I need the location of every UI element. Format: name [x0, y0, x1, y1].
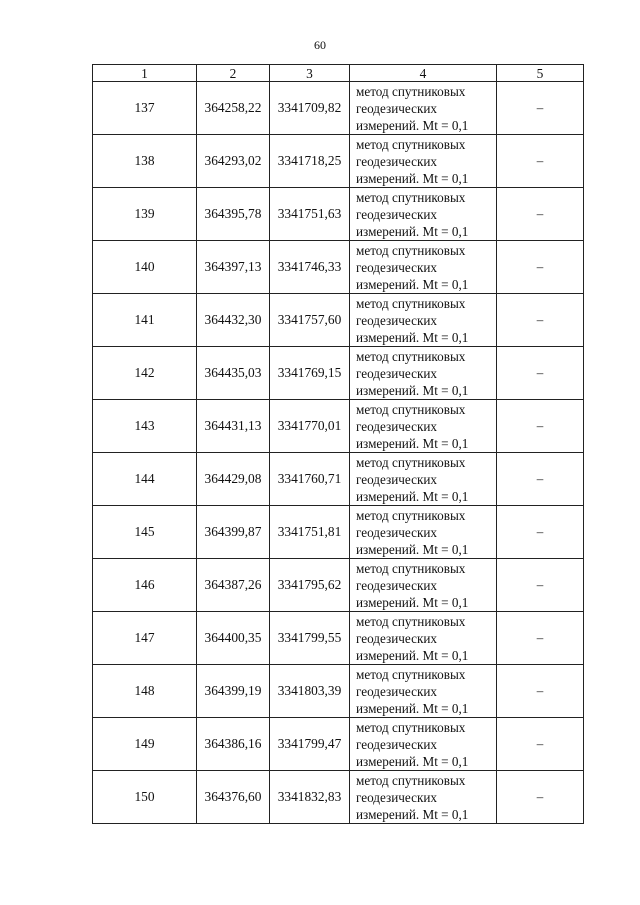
table-row	[93, 188, 584, 241]
method-line: метод спутниковых	[356, 348, 466, 364]
method-cell	[350, 665, 497, 718]
y-coordinate-cell: 3341832,83	[270, 771, 350, 824]
table-row	[93, 347, 584, 400]
note-cell: –	[497, 294, 584, 347]
table-row	[93, 665, 584, 718]
method-line: метод спутниковых	[356, 560, 466, 576]
method-line: метод спутниковых	[356, 242, 466, 258]
table-row	[93, 400, 584, 453]
method-line: метод спутниковых	[356, 295, 466, 311]
method-cell	[350, 347, 497, 400]
method-line: геодезических	[356, 312, 438, 328]
table-header-row	[93, 65, 584, 82]
note-cell: –	[497, 135, 584, 188]
note-cell: –	[497, 559, 584, 612]
y-coordinate-cell: 3341709,82	[270, 82, 350, 135]
x-coordinate-cell: 364293,02	[197, 135, 270, 188]
method-line: геодезических	[356, 206, 438, 222]
y-coordinate-cell: 3341803,39	[270, 665, 350, 718]
note-cell: –	[497, 718, 584, 771]
method-cell	[350, 559, 497, 612]
point-number-cell: 137	[93, 82, 197, 135]
method-line: измерений. Mt = 0,1	[356, 806, 469, 822]
method-line: геодезических	[356, 471, 438, 487]
method-cell	[350, 453, 497, 506]
coordinates-table	[92, 64, 584, 824]
note-cell: –	[497, 82, 584, 135]
method-cell	[350, 400, 497, 453]
method-line: геодезических	[356, 630, 438, 646]
method-line: геодезических	[356, 789, 438, 805]
method-line: измерений. Mt = 0,1	[356, 594, 469, 610]
method-cell	[350, 135, 497, 188]
method-line: метод спутниковых	[356, 719, 466, 735]
point-number-cell: 142	[93, 347, 197, 400]
point-number-cell: 149	[93, 718, 197, 771]
point-number-cell: 143	[93, 400, 197, 453]
table-row	[93, 718, 584, 771]
column-header-3: 3	[270, 65, 350, 82]
method-line: метод спутниковых	[356, 454, 466, 470]
table-row	[93, 559, 584, 612]
method-cell	[350, 82, 497, 135]
method-line: метод спутниковых	[356, 666, 466, 682]
column-header-5: 5	[497, 65, 584, 82]
method-line: геодезических	[356, 683, 438, 699]
method-line: измерений. Mt = 0,1	[356, 223, 469, 239]
point-number-cell: 144	[93, 453, 197, 506]
point-number-cell: 145	[93, 506, 197, 559]
method-line: измерений. Mt = 0,1	[356, 117, 469, 133]
table-body	[93, 82, 584, 824]
y-coordinate-cell: 3341769,15	[270, 347, 350, 400]
method-line: измерений. Mt = 0,1	[356, 170, 469, 186]
method-line: геодезических	[356, 365, 438, 381]
method-line: геодезических	[356, 524, 438, 540]
x-coordinate-cell: 364435,03	[197, 347, 270, 400]
y-coordinate-cell: 3341795,62	[270, 559, 350, 612]
method-line: геодезических	[356, 418, 438, 434]
table-row	[93, 771, 584, 824]
method-cell	[350, 188, 497, 241]
x-coordinate-cell: 364399,87	[197, 506, 270, 559]
y-coordinate-cell: 3341799,55	[270, 612, 350, 665]
method-line: метод спутниковых	[356, 613, 466, 629]
method-line: геодезических	[356, 577, 438, 593]
method-line: измерений. Mt = 0,1	[356, 435, 469, 451]
point-number-cell: 139	[93, 188, 197, 241]
method-line: метод спутниковых	[356, 507, 466, 523]
point-number-cell: 140	[93, 241, 197, 294]
x-coordinate-cell: 364397,13	[197, 241, 270, 294]
x-coordinate-cell: 364395,78	[197, 188, 270, 241]
table-row	[93, 241, 584, 294]
method-line: метод спутниковых	[356, 83, 466, 99]
y-coordinate-cell: 3341751,81	[270, 506, 350, 559]
x-coordinate-cell: 364429,08	[197, 453, 270, 506]
point-number-cell: 146	[93, 559, 197, 612]
note-cell: –	[497, 612, 584, 665]
y-coordinate-cell: 3341718,25	[270, 135, 350, 188]
method-line: измерений. Mt = 0,1	[356, 276, 469, 292]
column-header-2: 2	[197, 65, 270, 82]
method-line: метод спутниковых	[356, 772, 466, 788]
note-cell: –	[497, 771, 584, 824]
column-header-4: 4	[350, 65, 497, 82]
table-row	[93, 82, 584, 135]
table-row	[93, 135, 584, 188]
point-number-cell: 141	[93, 294, 197, 347]
method-line: измерений. Mt = 0,1	[356, 488, 469, 504]
method-line: геодезических	[356, 153, 438, 169]
point-number-cell: 150	[93, 771, 197, 824]
method-line: измерений. Mt = 0,1	[356, 647, 469, 663]
x-coordinate-cell: 364400,35	[197, 612, 270, 665]
x-coordinate-cell: 364387,26	[197, 559, 270, 612]
method-cell	[350, 612, 497, 665]
method-line: измерений. Mt = 0,1	[356, 753, 469, 769]
y-coordinate-cell: 3341746,33	[270, 241, 350, 294]
method-line: метод спутниковых	[356, 189, 466, 205]
point-number-cell: 148	[93, 665, 197, 718]
x-coordinate-cell: 364376,60	[197, 771, 270, 824]
x-coordinate-cell: 364386,16	[197, 718, 270, 771]
column-header-1: 1	[93, 65, 197, 82]
method-cell	[350, 241, 497, 294]
note-cell: –	[497, 347, 584, 400]
table-row	[93, 453, 584, 506]
y-coordinate-cell: 3341751,63	[270, 188, 350, 241]
y-coordinate-cell: 3341770,01	[270, 400, 350, 453]
table-row	[93, 506, 584, 559]
method-line: измерений. Mt = 0,1	[356, 700, 469, 716]
note-cell: –	[497, 665, 584, 718]
note-cell: –	[497, 241, 584, 294]
method-line: метод спутниковых	[356, 401, 466, 417]
x-coordinate-cell: 364258,22	[197, 82, 270, 135]
method-line: измерений. Mt = 0,1	[356, 329, 469, 345]
method-cell	[350, 771, 497, 824]
x-coordinate-cell: 364399,19	[197, 665, 270, 718]
note-cell: –	[497, 506, 584, 559]
method-cell	[350, 294, 497, 347]
method-line: геодезических	[356, 100, 438, 116]
method-line: измерений. Mt = 0,1	[356, 382, 469, 398]
method-line: геодезических	[356, 736, 438, 752]
point-number-cell: 138	[93, 135, 197, 188]
note-cell: –	[497, 453, 584, 506]
y-coordinate-cell: 3341757,60	[270, 294, 350, 347]
method-line: метод спутниковых	[356, 136, 466, 152]
table-row	[93, 612, 584, 665]
page-number: 60	[314, 38, 326, 52]
method-line: геодезических	[356, 259, 438, 275]
note-cell: –	[497, 400, 584, 453]
x-coordinate-cell: 364432,30	[197, 294, 270, 347]
method-cell	[350, 718, 497, 771]
y-coordinate-cell: 3341799,47	[270, 718, 350, 771]
point-number-cell: 147	[93, 612, 197, 665]
x-coordinate-cell: 364431,13	[197, 400, 270, 453]
table-row	[93, 294, 584, 347]
y-coordinate-cell: 3341760,71	[270, 453, 350, 506]
method-line: измерений. Mt = 0,1	[356, 541, 469, 557]
note-cell: –	[497, 188, 584, 241]
method-cell	[350, 506, 497, 559]
